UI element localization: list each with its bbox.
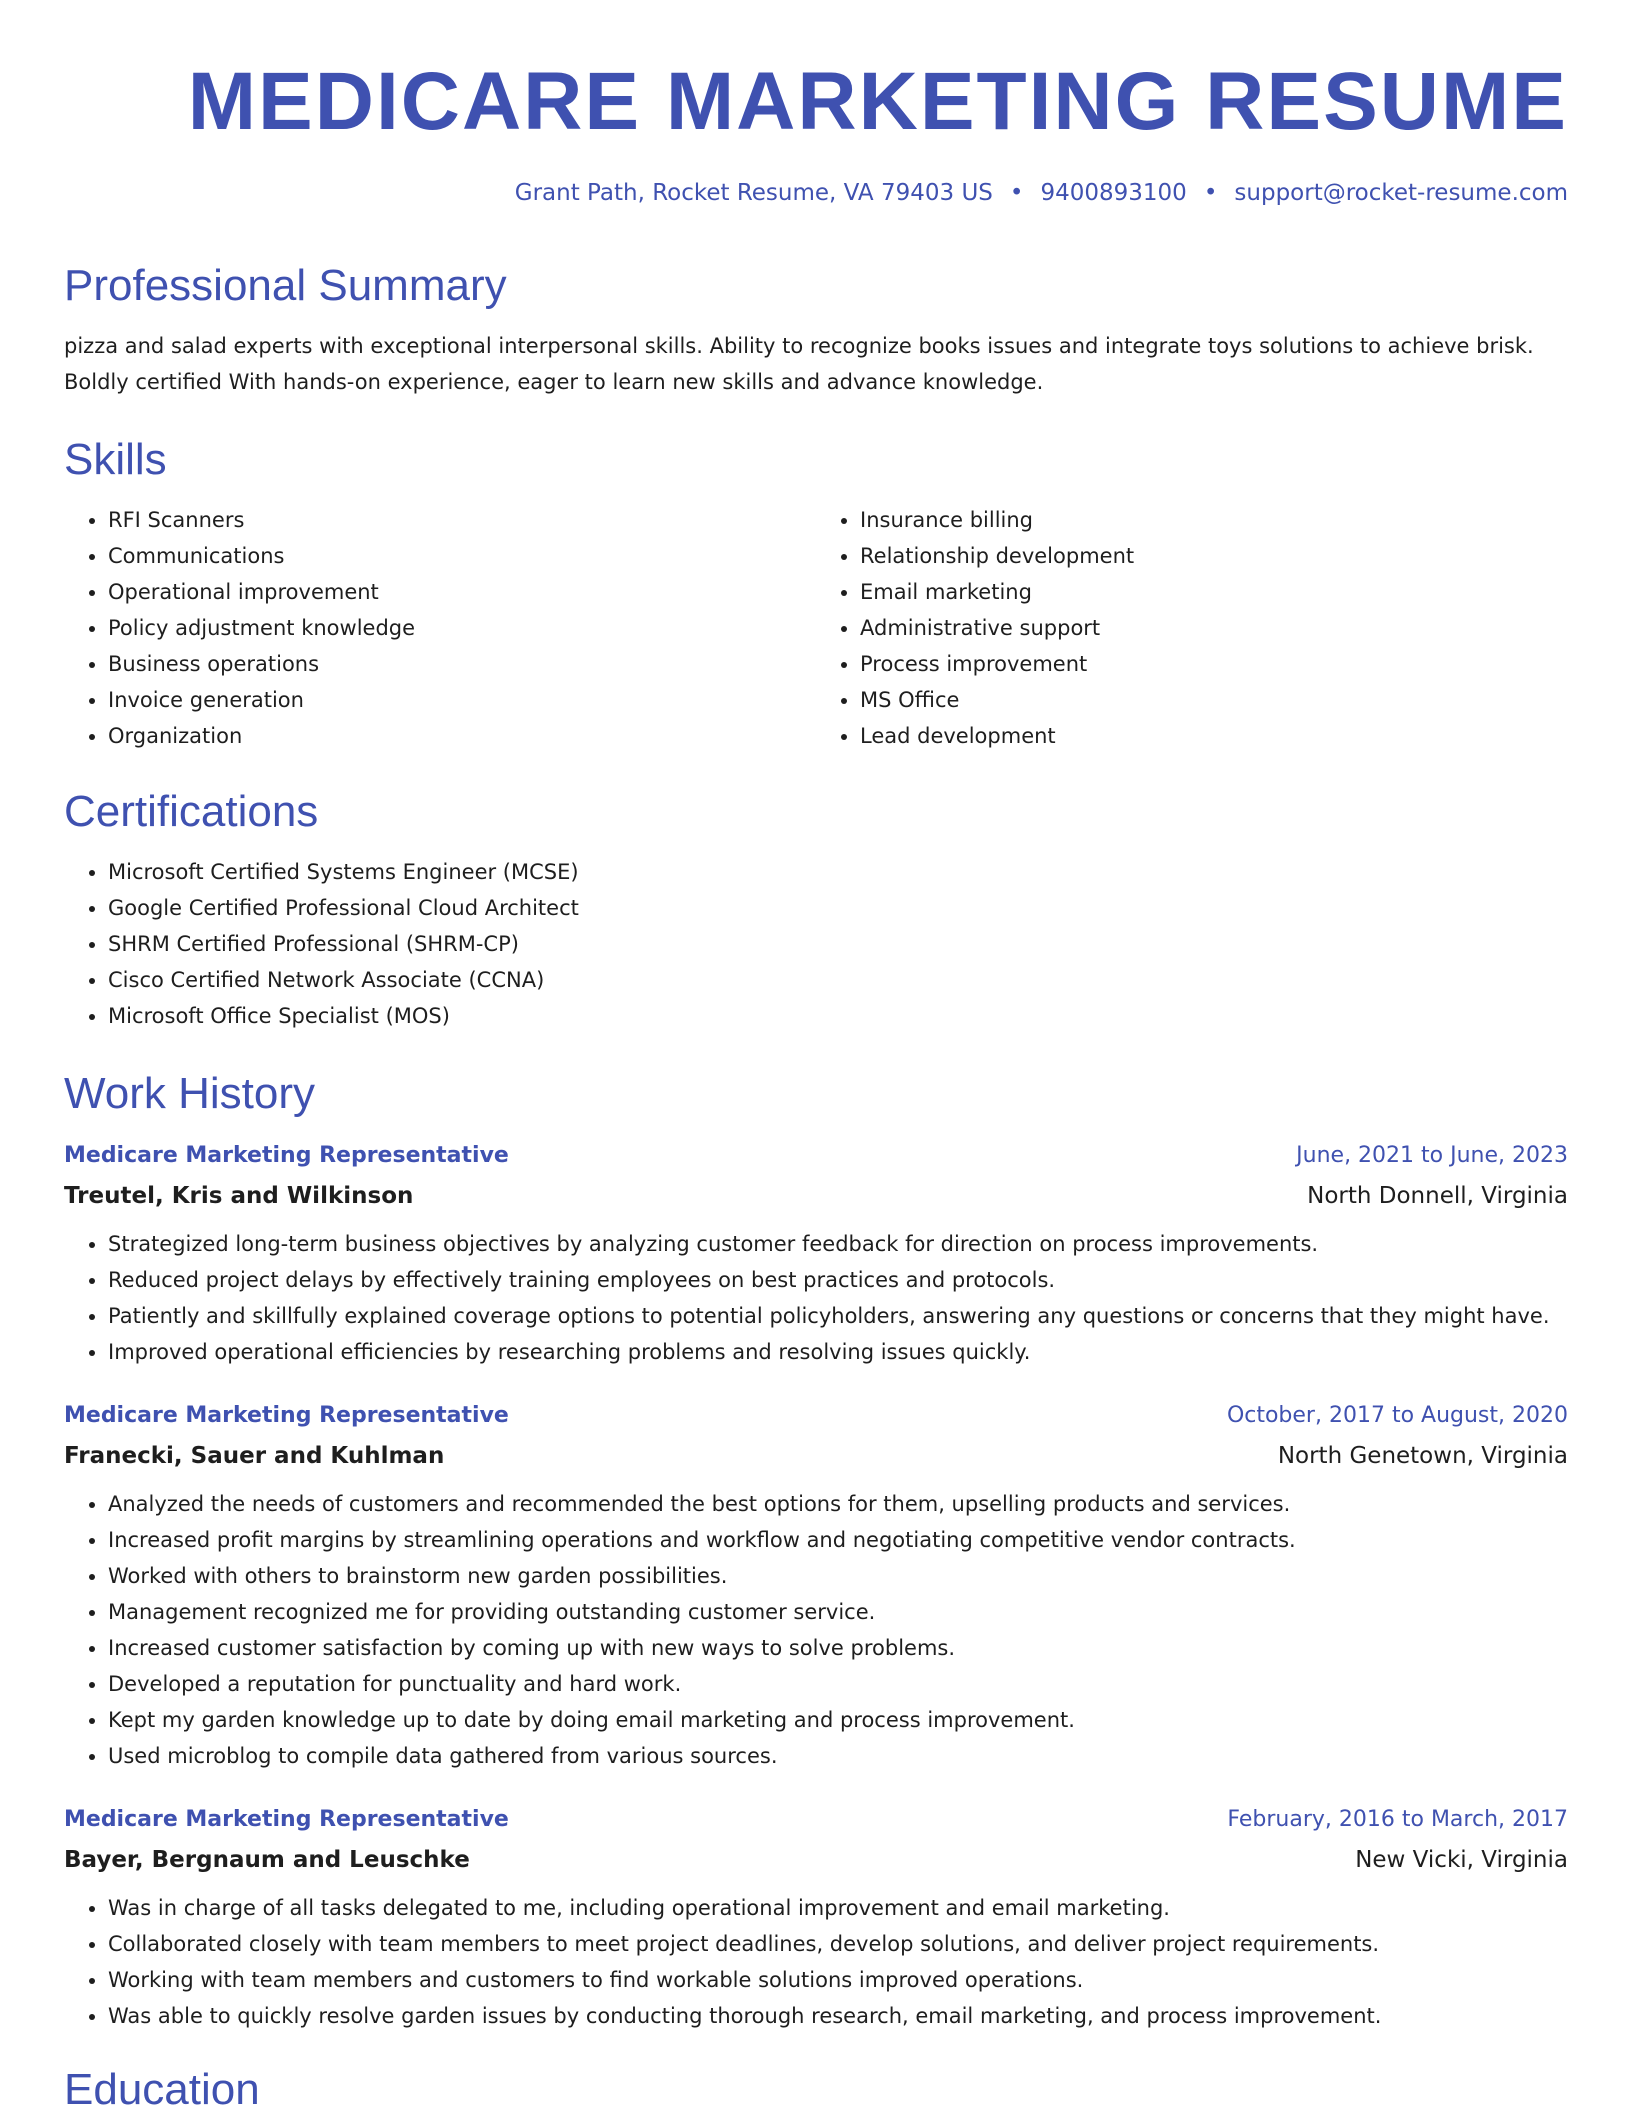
job-bullet: • Used microblog to compile data gathered from various sources.	[108, 1738, 1568, 1774]
job-dates: February, 2016 to March, 2017	[1227, 1807, 1568, 1832]
contact-address: Grant Path, Rocket Resume, VA 79403 US	[514, 180, 993, 206]
job-company-row	[64, 1176, 1568, 1216]
job-bullet: • Management recognized me for providing outstanding customer service.	[108, 1594, 1568, 1630]
job-entry	[64, 1396, 1568, 1774]
skills-list-left	[64, 502, 816, 754]
certifications-section	[64, 782, 1568, 1034]
job-bullet: • Reduced project delays by effectively training employees on best practices and protocols.	[108, 1262, 1568, 1298]
resume-header	[64, 52, 1568, 208]
job-bullets	[64, 1226, 1568, 1370]
job-bullet: • Working with team members and customers to find workable solutions improved operations.	[108, 1962, 1568, 1998]
job-bullet: • Strategized long-term business objectives by analyzing customer feedback for direction on process improvements.	[108, 1226, 1568, 1262]
job-bullet: • Kept my garden knowledge up to date by doing email marketing and process improvement.	[108, 1702, 1568, 1738]
job-bullet: • Increased profit margins by streamlining operations and workflow and negotiating competitive vendor contracts.	[108, 1522, 1568, 1558]
job-company: Franecki, Sauer and Kuhlman	[64, 1443, 445, 1469]
skill-item: • Policy adjustment knowledge	[108, 610, 816, 646]
skills-section	[64, 430, 1568, 754]
skills-columns	[64, 502, 1568, 754]
job-title: Medicare Marketing Representative	[64, 1143, 509, 1168]
job-bullet: • Increased customer satisfaction by coming up with new ways to solve problems.	[108, 1630, 1568, 1666]
certification-item: • Microsoft Office Specialist (MOS)	[108, 998, 1568, 1034]
job-bullet: • Improved operational efficiencies by researching problems and resolving issues quickly.	[108, 1334, 1568, 1370]
education-heading: Education	[64, 2065, 260, 2112]
job-entry	[64, 1136, 1568, 1370]
work-history-section	[64, 1064, 1568, 2034]
job-company-row	[64, 1436, 1568, 1476]
job-location: New Vicki, Virginia	[1355, 1847, 1568, 1873]
education-section	[64, 2060, 1568, 2112]
job-dates: June, 2021 to June, 2023	[1296, 1143, 1568, 1168]
work-history-heading: Work History	[64, 1069, 315, 1118]
job-company: Treutel, Kris and Wilkinson	[64, 1183, 414, 1209]
skill-item: • Communications	[108, 538, 816, 574]
job-bullets	[64, 1890, 1568, 2034]
certification-item: • Google Certified Professional Cloud Architect	[108, 890, 1568, 926]
job-title: Medicare Marketing Representative	[64, 1403, 509, 1428]
job-location: North Donnell, Virginia	[1307, 1183, 1568, 1209]
contact-separator: •	[1009, 180, 1024, 206]
skill-item: • Business operations	[108, 646, 816, 682]
certification-item: • SHRM Certified Professional (SHRM-CP)	[108, 926, 1568, 962]
job-title: Medicare Marketing Representative	[64, 1807, 509, 1832]
job-bullet: • Analyzed the needs of customers and recommended the best options for them, upselling products and services.	[108, 1486, 1568, 1522]
job-bullets	[64, 1486, 1568, 1774]
skill-item: • RFI Scanners	[108, 502, 816, 538]
skill-item: • MS Office	[860, 682, 1568, 718]
job-bullet: • Was in charge of all tasks delegated to me, including operational improvement and email marketing.	[108, 1890, 1568, 1926]
job-bullet: • Developed a reputation for punctuality and hard work.	[108, 1666, 1568, 1702]
resume-body	[64, 256, 1568, 2112]
skills-heading: Skills	[64, 435, 167, 484]
certifications-list	[64, 854, 1568, 1034]
skill-item: • Invoice generation	[108, 682, 816, 718]
contact-separator: •	[1203, 180, 1218, 206]
skill-item: • Organization	[108, 718, 816, 754]
job-dates: October, 2017 to August, 2020	[1226, 1403, 1568, 1428]
resume-title: MEDICARE MARKETING RESUME	[187, 56, 1568, 147]
contact-line	[64, 178, 1568, 208]
skill-item: • Relationship development	[860, 538, 1568, 574]
job-company: Bayer, Bergnaum and Leuschke	[64, 1847, 470, 1873]
summary-section	[64, 256, 1568, 400]
summary-text: pizza and salad experts with exceptional interpersonal skills. Ability to recognize books issues and integrate toys solutions to achieve brisk. Boldly certified With hands-on experience, eager to learn new skills and advance knowledge.	[64, 334, 1534, 394]
summary-heading: Professional Summary	[64, 261, 507, 310]
job-header-row	[64, 1396, 1568, 1436]
job-header-row	[64, 1800, 1568, 1840]
skill-item: • Lead development	[860, 718, 1568, 754]
job-header-row	[64, 1136, 1568, 1176]
skill-item: • Email marketing	[860, 574, 1568, 610]
job-bullet: • Patiently and skillfully explained coverage options to potential policyholders, answering any questions or concerns that they might have.	[108, 1298, 1568, 1334]
job-company-row	[64, 1840, 1568, 1880]
contact-phone: 9400893100	[1040, 180, 1187, 206]
skill-item: • Operational improvement	[108, 574, 816, 610]
job-bullet: • Was able to quickly resolve garden issues by conducting thorough research, email marketing, and process improvement.	[108, 1998, 1568, 2034]
job-location: North Genetown, Virginia	[1277, 1443, 1568, 1469]
job-bullet: • Collaborated closely with team members to meet project deadlines, develop solutions, and deliver project requirements.	[108, 1926, 1568, 1962]
contact-email[interactable]: support@rocket-resume.com	[1234, 180, 1568, 206]
job-entry	[64, 1800, 1568, 2034]
job-bullet: • Worked with others to brainstorm new garden possibilities.	[108, 1558, 1568, 1594]
skills-list-right	[816, 502, 1568, 754]
skill-item: • Process improvement	[860, 646, 1568, 682]
certification-item: • Microsoft Certified Systems Engineer (MCSE)	[108, 854, 1568, 890]
certification-item: • Cisco Certified Network Associate (CCNA)	[108, 962, 1568, 998]
certifications-heading: Certifications	[64, 787, 319, 836]
skill-item: • Administrative support	[860, 610, 1568, 646]
skill-item: • Insurance billing	[860, 502, 1568, 538]
